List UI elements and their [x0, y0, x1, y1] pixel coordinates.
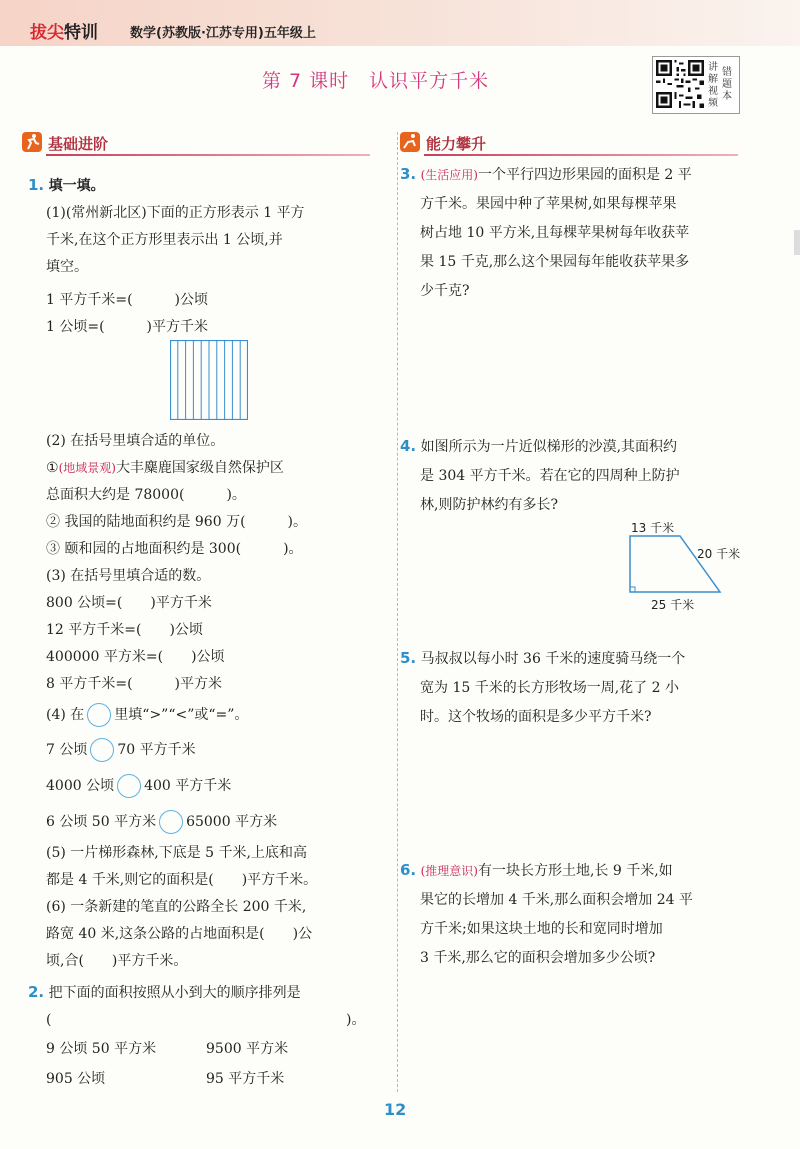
- q1-p3-d[interactable]: 8 平方千米=( )平方米: [46, 676, 223, 692]
- brand-part-1: 拔尖: [30, 23, 64, 43]
- q3-line4: 果 15 千克,那么这个果园每年能收获苹果多: [420, 254, 690, 270]
- q5-line1: [400, 644, 760, 674]
- q2-number: 2.: [28, 983, 45, 1001]
- q1-number: 1.: [28, 176, 45, 194]
- q1-heading: [28, 172, 388, 200]
- lesson-title: 第 7 课时 认识平方千米: [262, 70, 490, 92]
- q2-items-row1: [28, 1034, 388, 1064]
- q2-items-row2: [28, 1064, 388, 1094]
- q1-p2-item1-text: 大丰麋鹿国家级自然保护区: [115, 460, 284, 476]
- q1-p5-line1: (5) 一片梯形森林,下底是 5 千米,上底和高: [46, 845, 307, 861]
- q1-p6-line2[interactable]: 路宽 40 米,这条公路的占地面积是( )公: [46, 926, 313, 942]
- column-divider: [397, 132, 398, 1092]
- section-advanced: [400, 132, 740, 154]
- q1-p1-blank-b[interactable]: 1 公顷=( )平方千米: [46, 319, 209, 335]
- series-title: 数学(苏教版·江苏专用)五年级上: [130, 26, 316, 41]
- compare-circle-b[interactable]: [117, 774, 141, 798]
- section-basic-title: 基础进阶: [48, 135, 109, 153]
- q1-p4-c-right: 65000 平方米: [186, 814, 278, 830]
- tag-life-application: (生活应用): [420, 168, 478, 182]
- q3-line2: 方千米。果园中种了苹果树,如果每棵苹果: [420, 196, 677, 212]
- trapezoid-side-label: 20 千米: [697, 547, 741, 561]
- q1-p4-title: [28, 698, 388, 732]
- q1-p2-title: (2) 在括号里填合适的单位。: [46, 433, 225, 449]
- q3-line3: 树占地 10 平方米,且每棵苹果树每年收获苹: [420, 225, 690, 241]
- left-column: [28, 172, 388, 341]
- q6-number: 6.: [400, 861, 417, 879]
- q4-number: 4.: [400, 437, 417, 455]
- q1-p1-blank-a[interactable]: 1 平方千米=( )公顷: [46, 292, 209, 308]
- q4-line3: 林,则防护林约有多长?: [420, 497, 558, 513]
- compare-circle-c[interactable]: [159, 810, 183, 834]
- tag-reasoning: (推理意识): [420, 864, 478, 878]
- q2-item: 9 公顷 50 平方米: [46, 1041, 157, 1057]
- q1-p5-line2[interactable]: 都是 4 千米,则它的面积是( )平方千米。: [46, 872, 318, 888]
- q1-p2-item3[interactable]: ③ 颐和园的占地面积约是 300( )。: [46, 541, 303, 557]
- q5-line1-text: 马叔叔以每小时 36 千米的速度骑马绕一个: [420, 651, 686, 667]
- q4-line2: 是 304 平方千米。若在它的四周种上防护: [420, 468, 680, 484]
- q1-p4-c: [28, 804, 388, 840]
- q1-p4-b-right: 400 平方千米: [144, 778, 232, 794]
- compare-circle-icon: [87, 703, 111, 727]
- q6-line1-text: 有一块长方形土地,长 9 千米,如: [477, 863, 673, 879]
- q3-line5: 少千克?: [420, 283, 470, 299]
- section-advanced-title: 能力攀升: [426, 135, 487, 153]
- q2-text: 把下面的面积按照从小到大的顺序排列是: [48, 985, 301, 1001]
- brand-part-2: 特训: [64, 23, 98, 43]
- qr-label-mistakes: 错题本: [722, 67, 732, 102]
- section-advanced-underline: [424, 154, 738, 156]
- q2-item: 95 平方千米: [206, 1071, 285, 1087]
- page-number: 12: [384, 1100, 407, 1119]
- q3-line1-text: 一个平行四边形果园的面积是 2 平: [477, 167, 692, 183]
- q6-line4: 3 千米,那么它的面积会增加多少公顷?: [420, 950, 656, 966]
- qr-label-video: 讲解视频: [708, 62, 718, 109]
- q3-line1: [400, 160, 760, 190]
- brand-logo: [30, 18, 98, 43]
- trapezoid-top-label: 13 千米: [631, 521, 675, 535]
- q1-p6-line3[interactable]: 顷,合( )平方千米。: [46, 953, 188, 969]
- tag-regional: (地域景观): [58, 461, 116, 475]
- q1-p2-item1-line2[interactable]: 总面积大约是 78000( )。: [46, 487, 246, 503]
- q1-p6-line1: (6) 一条新建的笔直的公路全长 200 千米,: [46, 899, 307, 915]
- q5-line3: 时。这个牧场的面积是多少平方千米?: [420, 709, 652, 725]
- q1-p1-line2: 千米,在这个正方形里表示出 1 公顷,并: [46, 232, 283, 248]
- left-column-part2: [28, 428, 388, 1094]
- square-km-grid[interactable]: [170, 340, 248, 420]
- q5-number: 5.: [400, 649, 417, 667]
- trapezoid-shape: [630, 536, 720, 592]
- q2-blank-open: (: [46, 1012, 52, 1028]
- section-basic: [22, 132, 370, 154]
- q1-p1-line3: 填空。: [46, 259, 88, 275]
- q1-p3-c[interactable]: 400000 平方米=( )公顷: [46, 649, 225, 665]
- q1-p4-b: [28, 768, 388, 804]
- q1-p3-a[interactable]: 800 公顷=( )平方千米: [46, 595, 212, 611]
- q1-p4-c-left: 6 公顷 50 平方米: [46, 814, 157, 830]
- q1-p4-b-left: 4000 公顷: [46, 778, 115, 794]
- q1-p2-item1-marker: ①: [46, 460, 59, 476]
- compare-circle-a[interactable]: [90, 738, 114, 762]
- q3-number: 3.: [400, 165, 417, 183]
- page-edge-tab: [794, 230, 800, 255]
- q5-line2: 宽为 15 千米的长方形牧场一周,花了 2 小: [420, 680, 679, 696]
- q1-title: 填一填。: [48, 178, 105, 194]
- q4-block: [400, 432, 760, 520]
- q1-p4-pre: (4) 在: [46, 707, 85, 723]
- q2-item: 9500 平方米: [206, 1041, 289, 1057]
- qr-code-box[interactable]: [652, 56, 740, 114]
- q5-block: [400, 644, 760, 732]
- header-bar: [0, 0, 800, 46]
- q4-line1-text: 如图所示为一片近似梯形的沙漠,其面积约: [420, 439, 678, 455]
- q6-line3: 方千米;如果这块土地的长和宽同时增加: [420, 921, 663, 937]
- q1-p1-line1: (1)(常州新北区)下面的正方形表示 1 平方: [46, 205, 305, 221]
- q2-blank-close: )。: [346, 1012, 366, 1028]
- runner-icon: [22, 132, 42, 152]
- q1-p4-post: 里填“>”“<”或“=”。: [114, 707, 249, 723]
- q1-p4-a-right: 70 平方千米: [117, 742, 196, 758]
- q6-line1: [400, 856, 760, 886]
- q1-p2-item2[interactable]: ② 我国的陆地面积约是 960 万( )。: [46, 514, 307, 530]
- trapezoid-diagram: [615, 518, 765, 618]
- q2-item: 905 公顷: [46, 1071, 106, 1087]
- q6-line2: 果它的长增加 4 千米,那么面积会增加 24 平: [420, 892, 693, 908]
- climber-icon: [400, 132, 420, 152]
- q1-p3-b[interactable]: 12 平方千米=( )公顷: [46, 622, 203, 638]
- q1-p2-item1: [28, 455, 388, 482]
- trapezoid-bottom-label: 25 千米: [651, 598, 695, 612]
- q4-line1: [400, 432, 760, 462]
- qr-code-icon: [656, 60, 704, 108]
- q6-block: [400, 856, 760, 973]
- q1-p4-a: [28, 732, 388, 768]
- section-basic-underline: [46, 154, 370, 156]
- q1-p3-title: (3) 在括号里填合适的数。: [46, 568, 211, 584]
- q2-heading: [28, 979, 388, 1007]
- q2-answer-blank[interactable]: [28, 1007, 388, 1034]
- grid-lines: [178, 340, 240, 420]
- q1-p4-a-left: 7 公顷: [46, 742, 88, 758]
- q3-block: [400, 160, 760, 306]
